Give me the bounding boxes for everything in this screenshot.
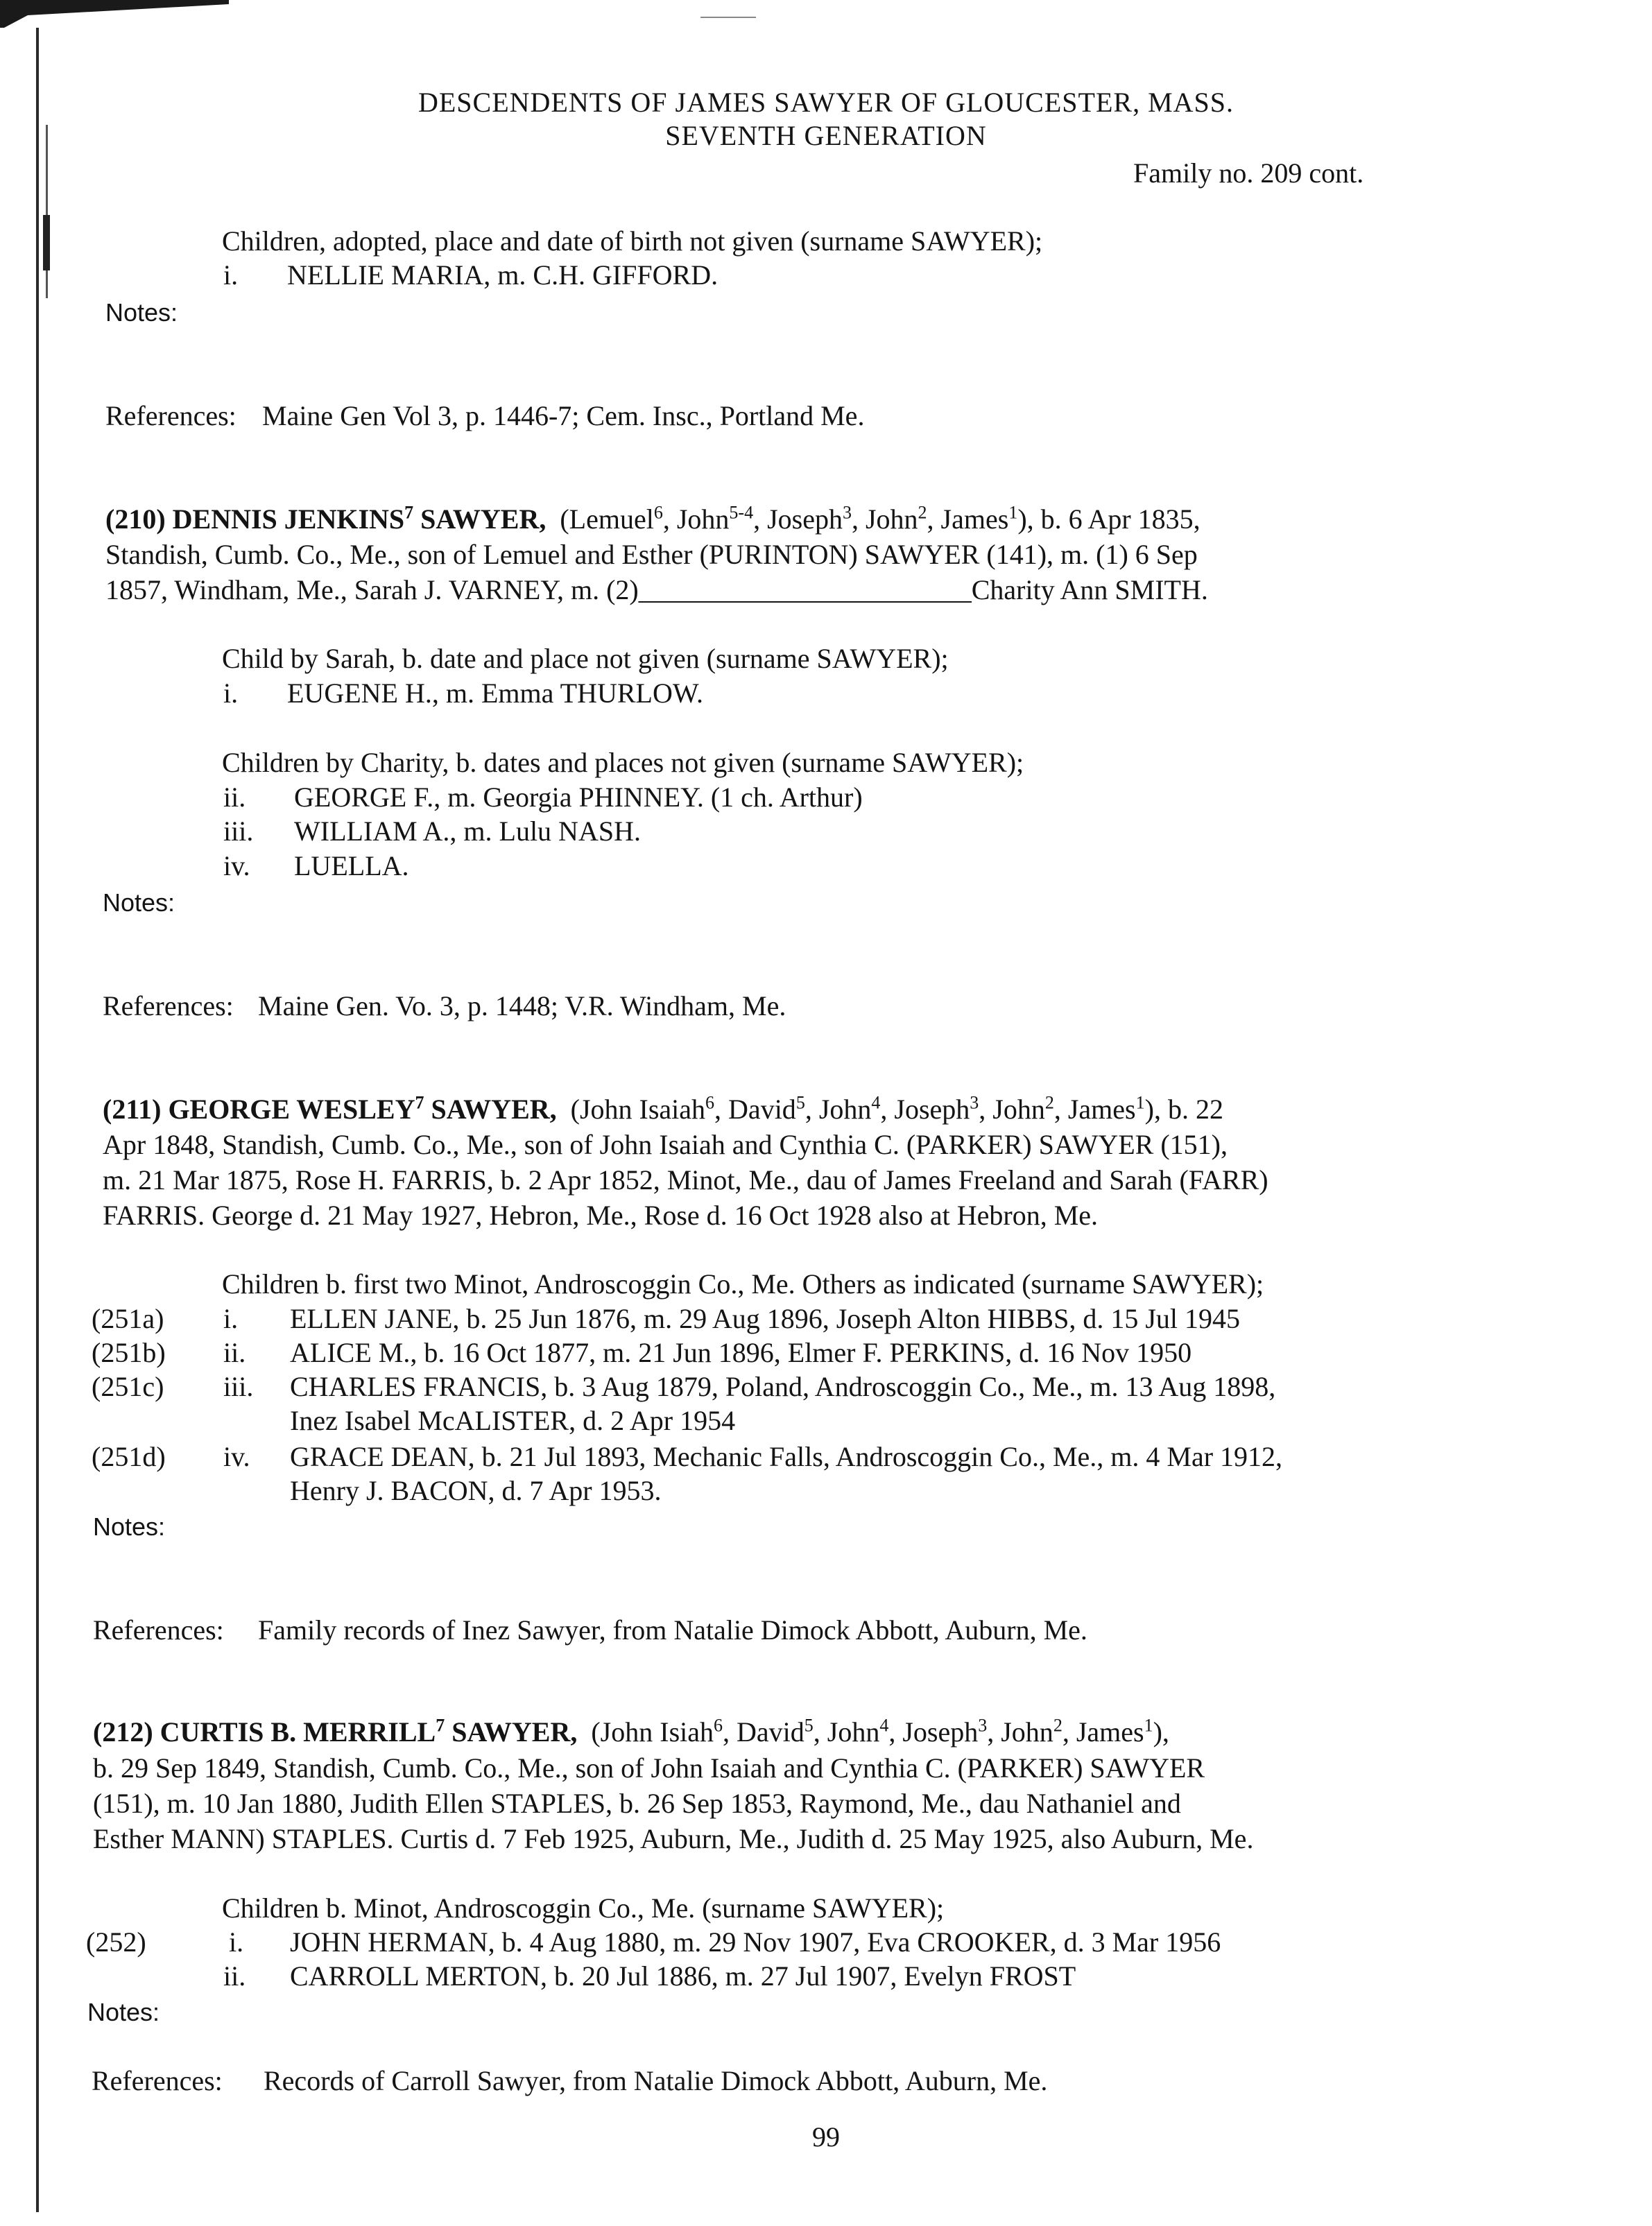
child-number: iii. bbox=[223, 816, 254, 847]
child-entry: GRACE DEAN, b. 21 Jul 1893, Mechanic Falls, Androscoggin Co., Me., m. 4 Mar 1912, bbox=[290, 1441, 1283, 1472]
child-entry: NELLIE MARIA, m. C.H. GIFFORD. bbox=[287, 259, 719, 291]
scan-edge-mark bbox=[43, 215, 50, 270]
notes-label: Notes: bbox=[105, 298, 178, 327]
entry-name: CURTIS B. MERRILL bbox=[160, 1716, 436, 1748]
children-intro: Children b. first two Minot, Androscoggin Co., Me. Others as indicated (surname SAWYER); bbox=[222, 1268, 1264, 1300]
notes-label: Notes: bbox=[93, 1512, 166, 1541]
references-label: References: bbox=[93, 1614, 224, 1646]
child-reference: (251d) bbox=[92, 1441, 166, 1472]
entry-text-line: (151), m. 10 Jan 1880, Judith Ellen STAPLES, b. 26 Sep 1853, Raymond, Me., dau Nathaniel and bbox=[93, 1788, 1181, 1819]
entry-heading-212 bbox=[93, 1716, 1169, 1749]
child-number: i. bbox=[223, 1303, 239, 1334]
references-label: References: bbox=[103, 990, 234, 1021]
entry-text-line: m. 21 Mar 1875, Rose H. FARRIS, b. 2 Apr 1852, Minot, Me., dau of James Freeland and Sarah (FARR) bbox=[103, 1164, 1268, 1196]
child-number: i. bbox=[229, 1926, 244, 1958]
child-number: iv. bbox=[223, 850, 250, 881]
generation-sup: 7 bbox=[415, 1092, 424, 1113]
entry-heading-210 bbox=[105, 503, 1201, 536]
entry-id: (212) bbox=[93, 1716, 153, 1748]
scan-edge-line bbox=[36, 28, 39, 2212]
entry-name: DENNIS JENKINS bbox=[172, 503, 405, 535]
child-number: ii. bbox=[223, 1960, 246, 1992]
entry-text-line: Apr 1848, Standish, Cumb. Co., Me., son of John Isaiah and Cynthia C. (PARKER) SAWYER (151), bbox=[103, 1129, 1228, 1160]
entry-text-line: Standish, Cumb. Co., Me., son of Lemuel and Esther (PURINTON) SAWYER (141), m. (1) 6 Sep bbox=[105, 539, 1198, 570]
child-entry: LUELLA. bbox=[294, 850, 409, 881]
child-reference: (252) bbox=[86, 1926, 146, 1958]
generation-heading: SEVENTH GENERATION bbox=[665, 120, 987, 151]
child-reference: (251c) bbox=[92, 1371, 164, 1402]
page-number: 99 bbox=[812, 2121, 840, 2152]
child-number: iv. bbox=[223, 1441, 250, 1472]
child-entry: ALICE M., b. 16 Oct 1877, m. 21 Jun 1896, Elmer F. PERKINS, d. 16 Nov 1950 bbox=[290, 1337, 1192, 1368]
child-entry: GEORGE F., m. Georgia PHINNEY. (1 ch. Arthur) bbox=[294, 782, 863, 813]
children-intro: Children, adopted, place and date of birth not given (surname SAWYER); bbox=[222, 225, 1043, 257]
document-title: DESCENDENTS OF JAMES SAWYER OF GLOUCESTER, MASS. bbox=[418, 87, 1234, 118]
generation-sup: 7 bbox=[436, 1715, 445, 1736]
child-number: iii. bbox=[223, 1371, 254, 1402]
lineage: (Lemuel$^6$, John$^{5-4}$, Joseph$^3$, John$^2$, James$^1$), b. 6 Apr 1835, bbox=[560, 502, 1201, 535]
entry-text-line: 1857, Windham, Me., Sarah J. VARNEY, m. (2)________________________Charity Ann SMITH. bbox=[105, 574, 1208, 605]
notes-label: Notes: bbox=[87, 1998, 160, 2026]
child-entry-continuation: Henry J. BACON, d. 7 Apr 1953. bbox=[290, 1475, 662, 1506]
child-entry: EUGENE H., m. Emma THURLOW. bbox=[287, 678, 703, 709]
entry-surname: SAWYER, bbox=[420, 503, 547, 535]
lineage: (John Isiah$^6$, David$^5$, John$^4$, Joseph$^3$, John$^2$, James$^1$), bbox=[591, 1715, 1169, 1748]
child-entry-continuation: Inez Isabel McALISTER, d. 2 Apr 1954 bbox=[290, 1405, 736, 1436]
child-reference: (251b) bbox=[92, 1337, 166, 1368]
child-number: ii. bbox=[223, 782, 246, 813]
children-intro: Children b. Minot, Androscoggin Co., Me. (surname SAWYER); bbox=[222, 1892, 945, 1924]
entry-text-line: b. 29 Sep 1849, Standish, Cumb. Co., Me., son of John Isaiah and Cynthia C. (PARKER) SAWYER bbox=[93, 1752, 1205, 1784]
child-entry: ELLEN JANE, b. 25 Jun 1876, m. 29 Aug 1896, Joseph Alton HIBBS, d. 15 Jul 1945 bbox=[290, 1303, 1241, 1334]
children-intro: Children by Charity, b. dates and places not given (surname SAWYER); bbox=[222, 747, 1024, 778]
entry-id: (211) bbox=[103, 1094, 162, 1125]
child-number: i. bbox=[223, 678, 239, 709]
entry-surname: SAWYER, bbox=[431, 1094, 557, 1125]
entry-name: GEORGE WESLEY bbox=[168, 1094, 415, 1125]
family-number: Family no. 209 cont. bbox=[1133, 157, 1364, 189]
scan-corner-mark bbox=[0, 0, 229, 28]
child-number: i. bbox=[223, 259, 239, 291]
references-text: Maine Gen. Vo. 3, p. 1448; V.R. Windham, Me. bbox=[258, 990, 786, 1021]
child-number: ii. bbox=[223, 1337, 246, 1368]
scan-dash bbox=[700, 17, 756, 18]
generation-sup: 7 bbox=[404, 502, 414, 523]
lineage: (John Isaiah$^6$, David$^5$, John$^4$, Joseph$^3$, John$^2$, James$^1$), b. 22 bbox=[570, 1092, 1223, 1125]
entry-heading-211 bbox=[103, 1093, 1223, 1126]
references-text: Records of Carroll Sawyer, from Natalie Dimock Abbott, Auburn, Me. bbox=[264, 2065, 1048, 2096]
child-reference: (251a) bbox=[92, 1303, 164, 1334]
references-label: References: bbox=[92, 2065, 223, 2096]
entry-text-line: FARRIS. George d. 21 May 1927, Hebron, Me., Rose d. 16 Oct 1928 also at Hebron, Me. bbox=[103, 1200, 1099, 1231]
entry-text-line: Esther MANN) STAPLES. Curtis d. 7 Feb 1925, Auburn, Me., Judith d. 25 May 1925, also Auburn, Me. bbox=[93, 1823, 1254, 1854]
notes-label: Notes: bbox=[103, 888, 175, 917]
children-intro: Child by Sarah, b. date and place not given (surname SAWYER); bbox=[222, 643, 949, 674]
child-entry: CARROLL MERTON, b. 20 Jul 1886, m. 27 Jul 1907, Evelyn FROST bbox=[290, 1960, 1076, 1992]
entry-surname: SAWYER, bbox=[451, 1716, 578, 1748]
references-label: References: bbox=[105, 400, 236, 431]
entry-id: (210) bbox=[105, 503, 166, 535]
child-entry: WILLIAM A., m. Lulu NASH. bbox=[294, 816, 641, 847]
child-entry: JOHN HERMAN, b. 4 Aug 1880, m. 29 Nov 1907, Eva CROOKER, d. 3 Mar 1956 bbox=[290, 1926, 1221, 1958]
references-text: Maine Gen Vol 3, p. 1446-7; Cem. Insc., Portland Me. bbox=[262, 400, 865, 431]
child-entry: CHARLES FRANCIS, b. 3 Aug 1879, Poland, Androscoggin Co., Me., m. 13 Aug 1898, bbox=[290, 1371, 1276, 1402]
references-text: Family records of Inez Sawyer, from Natalie Dimock Abbott, Auburn, Me. bbox=[258, 1614, 1087, 1646]
